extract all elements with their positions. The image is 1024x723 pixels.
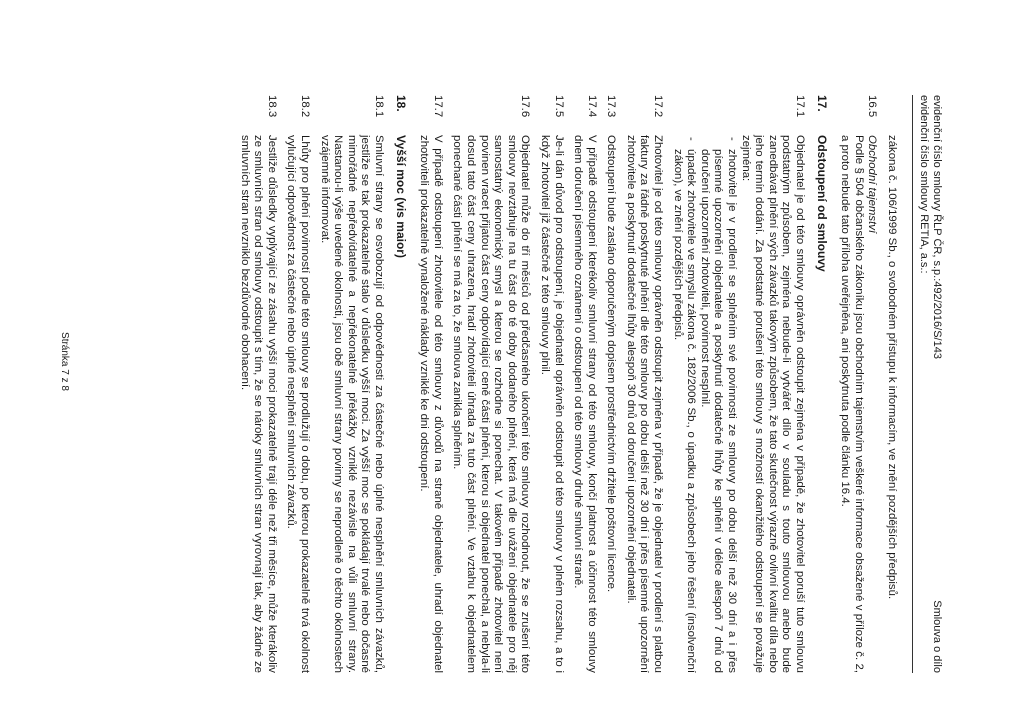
intro-text: zákona č. 106/1999 Sb., o svobodném přístupu k informacím, ve znění pozdějších předpisů. [886,135,898,600]
list-item [697,137,738,673]
clause-number: 17.4 [585,95,598,118]
header-contract-number-rlp: evidenční číslo smlouvy ŘLP ČR, s.p.:492/2016/S/143 [931,95,943,359]
section-18-heading [393,95,407,673]
clause-number: 17.7 [431,95,444,118]
clause-text: Smluvní strany se osvobozují od odpovědnosti za částečné nebo úplné nesplnění smluvních závazků, jestliže se tak prokazatelně stalo v důsledku vyšší moci. Za vyšší moc se pokládají trvalé nebo dočasné mimořádné nepředvídatelné a nepřekonatelné překážky vzniklé nezávisle na vůli smluvní strany. Nastanou-li výše uvedené okolnosti, jsou obě smluvní strany povinny se neprodleně o těchto okolnostech vzájemně informovat. [318,135,385,673]
clause-title: Obchodní tajemství [866,135,879,234]
clause-18-3 [237,95,278,673]
clause-number: 17.6 [519,95,532,118]
section-title: Odstoupení od smlouvy [814,135,829,272]
page-header [917,95,943,673]
clause-17-7 [417,95,444,673]
clause-17-1 [670,95,806,673]
intro-paragraph [884,95,898,673]
section-17-heading [814,95,828,673]
clause-text: Lhůty pro plnění povinností podle této smlouvy se prodlužují o dobu, po kterou prokazatelně trvá okolnost vylučující odpovědnost za částečné nebo úplné nesplnění smluvních závazků. [285,135,312,673]
clause-number: 17.1 [794,95,807,118]
dash-bullet: - [685,137,698,141]
clause-text: Zhotovitel je od této smlouvy oprávněn odstoupit zejména v případě, že je objednatel v prodlení s platbou faktury za řádně poskytnuté plnění dle této smlouvy po dobu delší než 30 dní i přes písemné upozornění zhotovitele a poskytnutí dodatečné lhůty alespoň 30 dnů od doručení upozornění objednateli. [624,135,665,673]
clause-17-3 [604,95,618,673]
clause-18-1 [317,95,385,673]
header-document-type: Smlouva o dílo [931,600,943,673]
clause-number: 18.1 [373,95,385,118]
clause-18-2 [284,95,311,673]
clause-text: Je-li dán důvod pro odstoupení, je objednatel oprávněn odstoupit od této smlouvy v plném rozsahu, a to i když zhotovitel již částečně z této smlouvy plnil. [538,135,565,673]
list-item-text: zhotovitel je v prodlení se splněním své povinnosti ze smlouvy po dobu delší než 30 dní a i přes písemné upozornění objednatele a poskytnutí dodatečné lhůty ke splnění v délce alespoň 7 dnů od doručení upozornění zhotoviteli, povinnost nesplnil. [698,149,739,673]
clause-text: Podle § 504 občanského zákoníku jsou obchodním tajemstvím veškeré informace obsažené v příloze č. 2, a proto nebude tato příloha uveřejněna, ani poskytnuta podle článku 16.4. [839,135,865,673]
list-item-text: úpadek zhotovitele ve smyslu zákona č. 182/2006 Sb., o úpadku a způsobech jeho řešení (insolvenční zákon), ve znění pozdějších předpisů. [671,149,698,673]
clause-17-2 [623,95,664,673]
clause-number: 17.5 [552,95,565,118]
clause-number: 17.2 [652,95,665,118]
clause-number: 16.5 [866,95,879,118]
document-body [231,95,898,673]
list-item [670,137,697,673]
clause-text: Objednatel může do tří měsíců od předčasného ukončení této smlouvy rozhodnout, že se zrušení této smlouvy nevztahuje na tu část do té doby dodaného plnění, která má dle uvážení objednatele pro něj samostatný ekonomický smysl a kterou se rozhodne si ponechat. V takovém případě zhotovitel není povinen vracet přijatou část ceny odpovídající ceně části plnění, kterou si objednatel ponechal, a nebyla-li dosud tato část ceny uhrazena, hradí zhotoviteli úhrada za tuto část plnění. Ve vztahu k objednatelem ponechané části plnění se má za to, že smlouva zanikla splněním. [451,135,532,673]
page-number-footer: Stránka 7 z 8 [59,332,70,391]
clause-text: Objednatel je od této smlouvy oprávněn odstoupit zejména v případě, že zhotovitel poruší tuto smlouvu podstatným způsobem, zejména nebude-li vytvářet dílo v souladu s touto smlouvou anebo bude zanedbávat plnění svých závazků takovým způsobem, že tato skutečnost výrazně ovlivní kvalitu díla nebo jeho termín dodání. Za podstatné porušení této smlouvy s možností okamžitého odstoupení se považuje zejména: [739,135,807,673]
clause-text: V případě odstoupení zhotovitele od této smlouvy z důvodů na straně objednatele, uhradí objednatel zhotoviteli prokazatelně vynaložené náklady vzniklé ke dni odstoupení. [418,135,444,673]
clause-number: 18.3 [265,95,278,118]
clause-17-4 [571,95,598,673]
header-contract-number-retia: evidenční číslo smlouvy RETIA, a.s.: [918,95,930,274]
clause-17-5 [537,95,564,673]
clause-text: V případě odstoupení kterékoliv smluvní strany od této smlouvy, končí platnost a účinnost této smlouvy dnem doručení písemného oznámení o odstoupení od této smlouvy druhé smluvní straně. [572,135,598,673]
clause-text: Jestliže důsledky vyplývající ze zásahu vyšší moci prokazatelně trají déle než tři měsíce, může kterákoliv ze smluvních stran od smlouvy odstoupit s tím, že se nároky smluvních stran vyrovnají tak, aby žádné ze smluvních stran nevzniklo bezdůvodné obohacení. [238,135,278,673]
section-number: 18. [393,95,408,112]
clause-number: 18.2 [299,95,312,118]
dash-bullet: - [726,137,739,141]
clause-17-6 [450,95,532,673]
clause-16-5 [838,95,879,673]
header-divider [912,95,913,673]
section-number: 17. [814,95,829,112]
clause-text: Odstoupení bude zasláno doporučeným dopisem prostřednictvím držitele poštovní licence. [605,135,618,593]
section-title: Vyšší moc (vis maior) [393,135,408,258]
clause-number: 17.3 [605,95,618,118]
